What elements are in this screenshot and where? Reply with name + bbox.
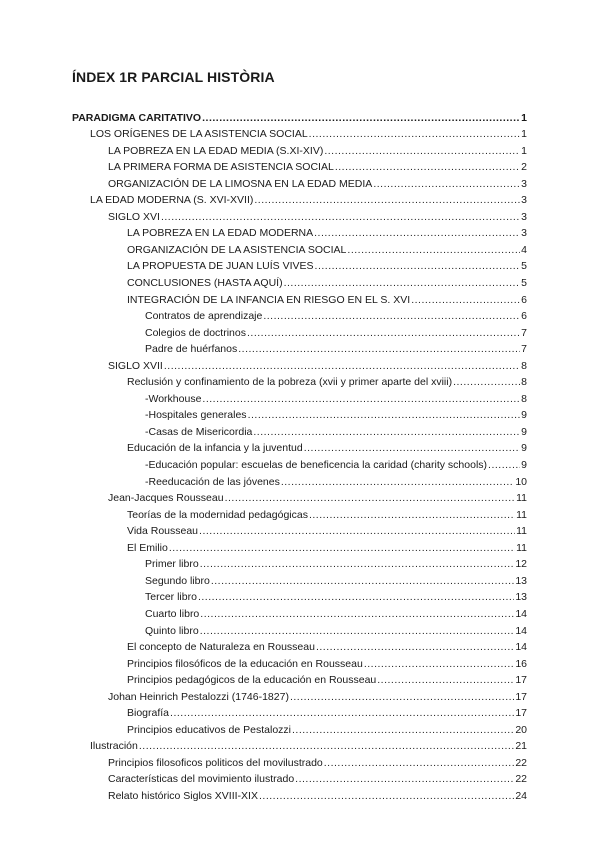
- toc-entry-title: Padre de huérfanos: [145, 343, 238, 356]
- toc-entry-page-number: 14: [515, 641, 527, 654]
- toc-entry-page-number: 11: [516, 541, 527, 554]
- toc-entry-title: SIGLO XVII: [108, 359, 163, 372]
- toc-entry[interactable]: [0, 588, 600, 605]
- dot-leader: [488, 459, 520, 472]
- toc-entry[interactable]: [0, 489, 600, 506]
- toc-entry-page-number: 1: [521, 128, 527, 141]
- toc-entry-page-number: 9: [521, 442, 527, 455]
- dot-leader: [373, 178, 520, 191]
- page-title: ÍNDEX 1R PARCIAL HISTÒRIA: [72, 69, 275, 85]
- dot-leader: [211, 575, 515, 588]
- dot-leader: [200, 558, 515, 571]
- toc-entry[interactable]: [0, 654, 600, 671]
- table-of-contents: [0, 108, 600, 803]
- toc-entry-title: Educación de la infancia y la juventud: [127, 442, 303, 455]
- dot-leader: [314, 227, 520, 240]
- toc-entry-title: INTEGRACIÓN DE LA INFANCIA EN RIESGO EN EL S. XVI: [127, 293, 411, 306]
- toc-entry[interactable]: [0, 687, 600, 704]
- toc-entry-page-number: 9: [521, 459, 527, 472]
- toc-entry[interactable]: [0, 290, 600, 307]
- toc-entry-title: Principios educativos de Pestalozzi: [127, 723, 292, 736]
- toc-entry-page-number: 11: [516, 508, 527, 521]
- toc-entry-page-number: 8: [521, 376, 527, 389]
- dot-leader: [295, 773, 514, 786]
- toc-entry-title: -Educación popular: escuelas de beneficencia la caridad (charity schools): [145, 459, 488, 472]
- toc-entry-page-number: 17: [515, 690, 527, 703]
- toc-entry-page-number: 13: [515, 591, 527, 604]
- toc-entry[interactable]: [0, 141, 600, 158]
- toc-entry-title: Reclusión y confinamiento de la pobreza (xvii y primer aparte del xviii): [127, 376, 453, 389]
- dot-leader: [259, 790, 514, 803]
- toc-entry[interactable]: [0, 224, 600, 241]
- toc-entry-page-number: 1: [521, 144, 527, 157]
- toc-entry-title: Primer libro: [145, 558, 199, 571]
- toc-entry-page-number: 12: [515, 558, 527, 571]
- toc-entry-page-number: 1: [521, 111, 527, 124]
- dot-leader: [309, 509, 515, 522]
- toc-entry[interactable]: [0, 356, 600, 373]
- toc-entry[interactable]: [0, 621, 600, 638]
- toc-entry[interactable]: [0, 770, 600, 787]
- toc-entry-title: Jean-Jacques Rousseau: [108, 492, 224, 505]
- toc-entry-page-number: 7: [521, 326, 527, 339]
- dot-leader: [309, 128, 520, 141]
- toc-entry-page-number: 11: [516, 525, 527, 538]
- dot-leader: [347, 244, 520, 257]
- toc-entry[interactable]: [0, 191, 600, 208]
- toc-entry-title: -Hospitales generales: [145, 409, 247, 422]
- toc-entry-title: Segundo libro: [145, 574, 210, 587]
- toc-entry-title: Ilustración: [90, 740, 138, 753]
- toc-entry-title: LA POBREZA EN LA EDAD MODERNA: [127, 227, 314, 240]
- dot-leader: [199, 525, 515, 538]
- toc-entry[interactable]: [0, 323, 600, 340]
- dot-leader: [304, 442, 520, 455]
- toc-entry-title: ORGANIZACIÓN DE LA ASISTENCIA SOCIAL: [127, 243, 347, 256]
- toc-entry-page-number: 8: [521, 392, 527, 405]
- toc-entry-title: CONCLUSIONES (HASTA AQUÍ): [127, 277, 283, 290]
- toc-entry-title: Teorías de la modernidad pedagógicas: [127, 508, 308, 521]
- dot-leader: [290, 691, 514, 704]
- toc-entry-title: ORGANIZACIÓN DE LA LIMOSNA EN LA EDAD MEDIA: [108, 177, 373, 190]
- toc-entry[interactable]: [0, 125, 600, 142]
- toc-entry[interactable]: [0, 422, 600, 439]
- dot-leader: [200, 625, 515, 638]
- dot-leader: [324, 757, 515, 770]
- toc-entry-page-number: 6: [521, 310, 527, 323]
- dot-leader: [247, 327, 520, 340]
- toc-entry-page-number: 7: [521, 343, 527, 356]
- dot-leader: [164, 360, 520, 373]
- toc-entry-title: El concepto de Naturaleza en Rousseau: [127, 641, 315, 654]
- dot-leader: [315, 260, 521, 273]
- toc-entry-page-number: 10: [515, 475, 527, 488]
- toc-entry-page-number: 17: [515, 707, 527, 720]
- toc-entry-title: LA EDAD MODERNA (S. XVI-XVII): [90, 194, 254, 207]
- toc-entry-page-number: 17: [515, 674, 527, 687]
- toc-entry-title: PARADIGMA CARITATIVO: [72, 111, 202, 124]
- dot-leader: [292, 724, 514, 737]
- toc-entry[interactable]: [0, 638, 600, 655]
- dot-leader: [364, 658, 515, 671]
- toc-entry[interactable]: [0, 240, 600, 257]
- toc-entry-title: LA PRIMERA FORMA DE ASISTENCIA SOCIAL: [108, 161, 334, 174]
- toc-entry-page-number: 3: [521, 177, 527, 190]
- toc-entry[interactable]: [0, 522, 600, 539]
- toc-entry-title: Quinto libro: [145, 624, 199, 637]
- toc-entry-title: El Emilio: [127, 541, 168, 554]
- toc-entry-title: Tercer libro: [145, 591, 197, 604]
- toc-entry[interactable]: [0, 373, 600, 390]
- dot-leader: [238, 343, 520, 356]
- toc-entry-page-number: 3: [521, 194, 527, 207]
- dot-leader: [453, 376, 520, 389]
- dot-leader: [281, 476, 514, 489]
- toc-entry-title: Cuarto libro: [145, 607, 200, 620]
- dot-leader: [335, 161, 520, 174]
- toc-entry-page-number: 21: [515, 740, 527, 753]
- toc-entry[interactable]: [0, 257, 600, 274]
- dot-leader: [169, 542, 515, 555]
- toc-entry[interactable]: [0, 406, 600, 423]
- toc-entry-title: Biografía: [127, 707, 170, 720]
- toc-entry-page-number: 8: [521, 359, 527, 372]
- toc-entry-page-number: 22: [515, 756, 527, 769]
- toc-entry[interactable]: [0, 174, 600, 191]
- toc-entry-page-number: 11: [516, 492, 527, 505]
- toc-entry-title: -Workhouse: [145, 392, 202, 405]
- toc-entry-page-number: 6: [521, 293, 527, 306]
- toc-entry-title: Principios filosoficos politicos del movilustrado: [108, 756, 323, 769]
- toc-entry-page-number: 22: [515, 773, 527, 786]
- toc-entry-page-number: 2: [521, 161, 527, 174]
- toc-entry-title: SIGLO XVI: [108, 210, 160, 223]
- toc-entry[interactable]: [0, 307, 600, 324]
- toc-entry-page-number: 9: [521, 409, 527, 422]
- toc-entry-title: Principios pedagógicos de la educación en Rousseau: [127, 674, 377, 687]
- toc-entry[interactable]: [0, 389, 600, 406]
- toc-entry-title: Colegios de doctrinos: [145, 326, 246, 339]
- toc-entry[interactable]: [0, 439, 600, 456]
- toc-entry-title: Características del movimiento ilustrado: [108, 773, 295, 786]
- dot-leader: [202, 393, 520, 406]
- dot-leader: [316, 641, 514, 654]
- dot-leader: [324, 145, 520, 158]
- toc-entry-title: -Reeducación de las jóvenes: [145, 475, 280, 488]
- toc-entry-page-number: 9: [521, 425, 527, 438]
- toc-entry-title: Contratos de aprendizaje: [145, 310, 263, 323]
- toc-entry[interactable]: [0, 340, 600, 357]
- toc-entry[interactable]: [0, 207, 600, 224]
- toc-entry[interactable]: [0, 671, 600, 688]
- dot-leader: [377, 674, 514, 687]
- toc-entry[interactable]: [0, 455, 600, 472]
- dot-leader: [263, 310, 520, 323]
- toc-entry-page-number: 3: [521, 227, 527, 240]
- toc-entry-title: LA POBREZA EN LA EDAD MEDIA (S.XI-XIV): [108, 144, 324, 157]
- toc-entry-page-number: 14: [515, 607, 527, 620]
- toc-entry[interactable]: [0, 538, 600, 555]
- toc-entry[interactable]: [0, 273, 600, 290]
- toc-entry-title: Johan Heinrich Pestalozzi (1746-1827): [108, 690, 289, 703]
- dot-leader: [161, 211, 520, 224]
- toc-entry[interactable]: [0, 472, 600, 489]
- toc-entry[interactable]: [0, 108, 600, 125]
- toc-entry[interactable]: [0, 505, 600, 522]
- toc-entry-title: LOS ORÍGENES DE LA ASISTENCIA SOCIAL: [90, 128, 308, 141]
- dot-leader: [253, 426, 520, 439]
- toc-entry-page-number: 16: [515, 657, 527, 670]
- toc-entry-page-number: 20: [515, 723, 527, 736]
- toc-entry-title: Vida Rousseau: [127, 525, 199, 538]
- dot-leader: [200, 608, 514, 621]
- toc-entry[interactable]: [0, 786, 600, 803]
- toc-entry-title: Principios filosóficos de la educación en Rousseau: [127, 657, 363, 670]
- dot-leader: [139, 740, 514, 753]
- toc-entry-page-number: 4: [521, 243, 527, 256]
- toc-entry[interactable]: [0, 604, 600, 621]
- toc-entry[interactable]: [0, 158, 600, 175]
- toc-entry-page-number: 13: [515, 574, 527, 587]
- toc-entry[interactable]: [0, 571, 600, 588]
- toc-entry[interactable]: [0, 737, 600, 754]
- toc-entry-page-number: 5: [521, 260, 527, 273]
- toc-entry-title: LA PROPUESTA DE JUAN LUÍS VIVES: [127, 260, 314, 273]
- toc-entry[interactable]: [0, 555, 600, 572]
- toc-entry-page-number: 3: [521, 210, 527, 223]
- toc-entry[interactable]: [0, 704, 600, 721]
- toc-entry-title: Relato histórico Siglos XVIII-XIX: [108, 789, 258, 802]
- toc-entry-page-number: 24: [515, 789, 527, 802]
- toc-entry[interactable]: [0, 753, 600, 770]
- dot-leader: [170, 707, 514, 720]
- toc-entry-page-number: 5: [521, 277, 527, 290]
- toc-entry[interactable]: [0, 720, 600, 737]
- dot-leader: [248, 409, 521, 422]
- dot-leader: [284, 277, 521, 290]
- dot-leader: [198, 591, 514, 604]
- dot-leader: [225, 492, 516, 505]
- toc-entry-title: -Casas de Misericordia: [145, 425, 253, 438]
- dot-leader: [411, 294, 520, 307]
- toc-entry-page-number: 14: [515, 624, 527, 637]
- dot-leader: [254, 194, 520, 207]
- dot-leader: [202, 112, 520, 125]
